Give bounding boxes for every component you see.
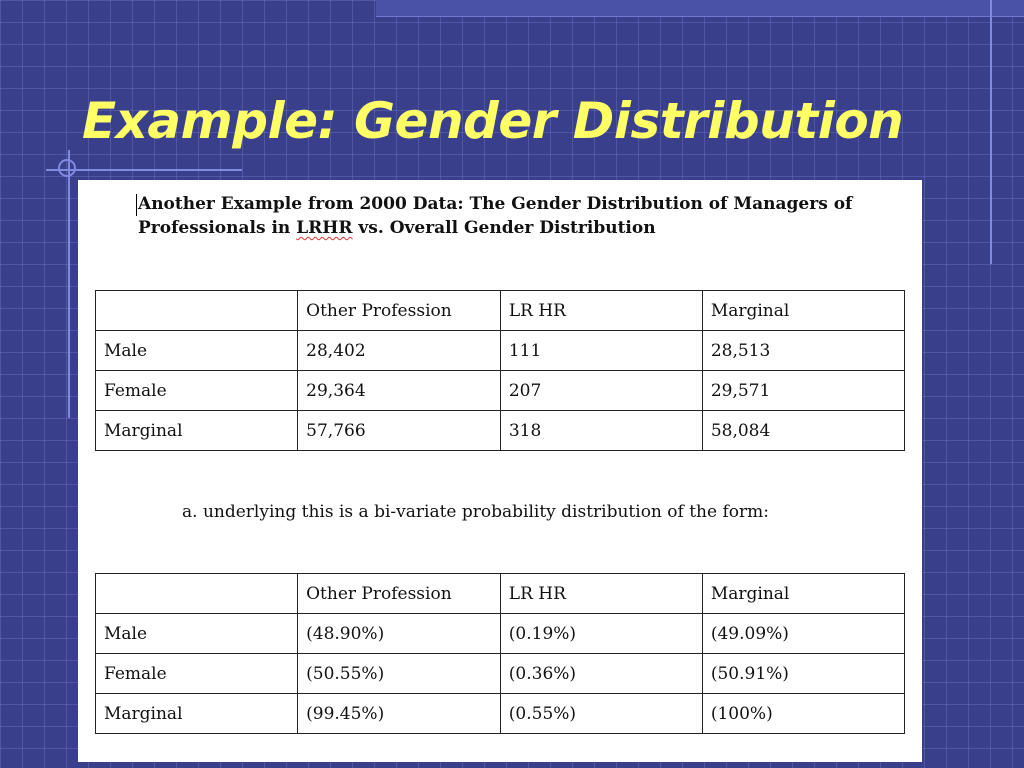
table-header-cell: LR HR	[500, 291, 702, 331]
table-row	[96, 654, 905, 694]
table-cell: 207	[500, 371, 702, 411]
table-cell: 57,766	[298, 411, 501, 451]
table-header-cell: Other Profession	[298, 574, 501, 614]
table-cell: 29,364	[298, 371, 501, 411]
probability-table	[95, 573, 905, 734]
text-cursor	[136, 194, 137, 216]
table-cell: 111	[500, 331, 702, 371]
spellcheck-flagged-word: LRHR	[296, 218, 353, 238]
decorative-vertical-line-right	[990, 0, 992, 264]
decorative-top-bar	[376, 0, 1024, 17]
table-cell: 318	[500, 411, 702, 451]
table-cell: (0.55%)	[500, 694, 702, 734]
table-header-row	[96, 291, 905, 331]
heading-line-2-suffix: vs. Overall Gender Distribution	[352, 218, 656, 238]
table-cell: (50.91%)	[702, 654, 904, 694]
slide-title: Example: Gender Distribution	[82, 92, 904, 150]
row-label-cell: Female	[96, 654, 298, 694]
table-row	[96, 694, 905, 734]
document-panel	[78, 180, 922, 762]
row-label-cell: Male	[96, 331, 298, 371]
table-header-row	[96, 574, 905, 614]
table-row	[96, 411, 905, 451]
table-cell: (49.09%)	[702, 614, 904, 654]
table-cell: 29,571	[702, 371, 904, 411]
table-row	[96, 331, 905, 371]
table-header-cell: Other Profession	[298, 291, 501, 331]
table-cell: 58,084	[702, 411, 904, 451]
table-cell: (0.19%)	[500, 614, 702, 654]
table-row	[96, 371, 905, 411]
document-heading-line-1: Another Example from 2000 Data: The Gender Distribution of Managers of	[138, 194, 853, 214]
row-label-cell: Female	[96, 371, 298, 411]
table-cell: (0.36%)	[500, 654, 702, 694]
table-header-cell: Marginal	[702, 291, 904, 331]
document-heading	[138, 192, 858, 240]
note-text: a. underlying this is a bi-variate probability distribution of the form:	[182, 502, 769, 522]
table-header-cell: LR HR	[500, 574, 702, 614]
table-cell: (48.90%)	[298, 614, 501, 654]
table-cell: (50.55%)	[298, 654, 501, 694]
table-cell: (99.45%)	[298, 694, 501, 734]
row-label-cell: Marginal	[96, 694, 298, 734]
table-row	[96, 614, 905, 654]
table-cell: (100%)	[702, 694, 904, 734]
table-cell: 28,402	[298, 331, 501, 371]
table-cell	[96, 574, 298, 614]
table-header-cell: Marginal	[702, 574, 904, 614]
table-cell	[96, 291, 298, 331]
counts-table	[95, 290, 905, 451]
heading-line-2-prefix: Professionals in	[138, 218, 297, 238]
decorative-circle-icon	[58, 159, 76, 177]
document-heading-line-2	[138, 216, 858, 240]
decorative-vertical-line-left	[68, 150, 70, 418]
row-label-cell: Male	[96, 614, 298, 654]
row-label-cell: Marginal	[96, 411, 298, 451]
table-cell: 28,513	[702, 331, 904, 371]
